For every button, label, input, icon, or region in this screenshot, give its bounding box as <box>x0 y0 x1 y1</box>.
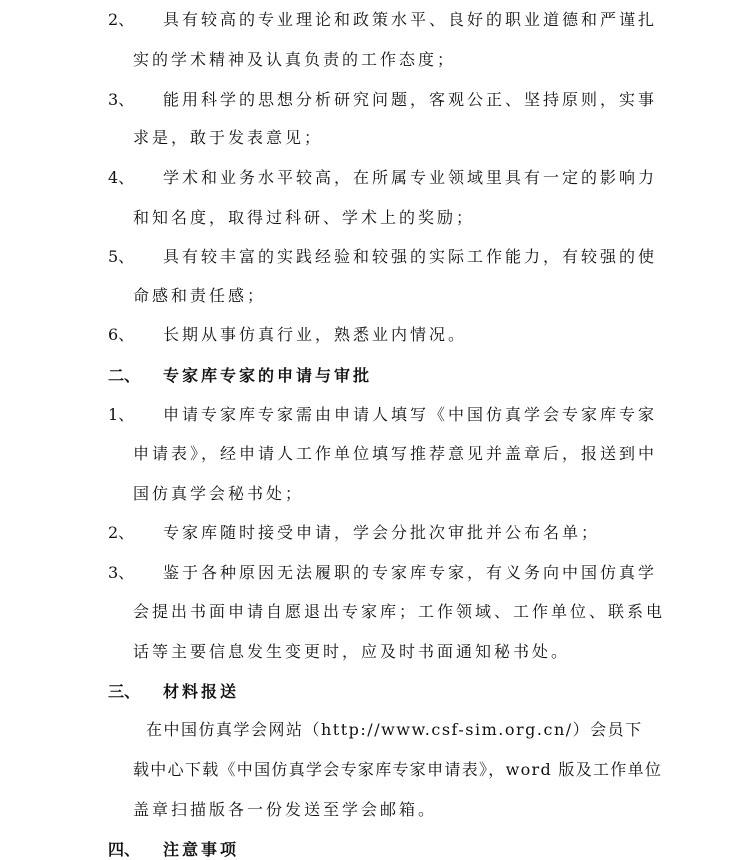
list-number: 2、 <box>108 10 135 29</box>
list-item-text: 申请专家库专家需由申请人填写《中国仿真学会专家库专家 <box>163 405 658 424</box>
section-number: 四、 <box>108 840 141 859</box>
list-number: 6、 <box>108 325 135 344</box>
list-item-text: 国仿真学会秘书处； <box>133 484 305 503</box>
paragraph-text: 载中心下载《中国仿真学会专家库专家申请表》，word 版及工作单位 <box>133 760 663 779</box>
list-number: 3、 <box>108 90 135 109</box>
section-number: 二、 <box>108 366 141 385</box>
list-item-text: 专家库随时接受申请，学会分批次审批并公布名单； <box>163 523 601 542</box>
section-heading: 材料报送 <box>163 682 240 701</box>
list-number: 5、 <box>108 247 135 266</box>
paragraph-text: 盖章扫描版各一份发送至学会邮箱。 <box>133 800 438 819</box>
list-item-text: 申请表》，经申请人工作单位填写推荐意见并盖章后，报送到中 <box>133 444 658 463</box>
list-item-text: 长期从事仿真行业，熟悉业内情况。 <box>163 325 468 344</box>
list-number: 4、 <box>108 168 135 187</box>
list-item-text: 鉴于各种原因无法履职的专家库专家，有义务向中国仿真学 <box>163 563 658 582</box>
list-item-text: 具有较高的专业理论和政策水平、良好的职业道德和严谨扎 <box>163 10 658 29</box>
list-item-text: 和知名度，取得过科研、学术上的奖励； <box>133 208 476 227</box>
list-number: 1、 <box>108 405 135 424</box>
list-number: 3、 <box>108 563 135 582</box>
list-item-text: 会提出书面申请自愿退出专家库；工作领域、工作单位、联系电 <box>133 602 666 621</box>
section-number: 三、 <box>108 682 141 701</box>
list-item-text: 具有较丰富的实践经验和较强的实际工作能力，有较强的使 <box>163 247 658 266</box>
section-heading: 注意事项 <box>163 840 240 859</box>
list-item-text: 话等主要信息发生变更时，应及时书面通知秘书处。 <box>133 642 571 661</box>
list-number: 2、 <box>108 523 135 542</box>
list-item-text: 命感和责任感； <box>133 286 267 305</box>
list-item-text: 实的学术精神及认真负责的工作态度； <box>133 50 457 69</box>
list-item-text: 求是，敢于发表意见； <box>133 128 324 147</box>
list-item-text: 学术和业务水平较高，在所属专业领域里具有一定的影响力 <box>163 168 658 187</box>
list-item-text: 能用科学的思想分析研究问题，客观公正、坚持原则，实事 <box>163 90 658 109</box>
section-heading: 专家库专家的申请与审批 <box>163 366 373 385</box>
paragraph-text: 在中国仿真学会网站（http://www.csf-sim.org.cn/）会员下 <box>146 720 643 739</box>
